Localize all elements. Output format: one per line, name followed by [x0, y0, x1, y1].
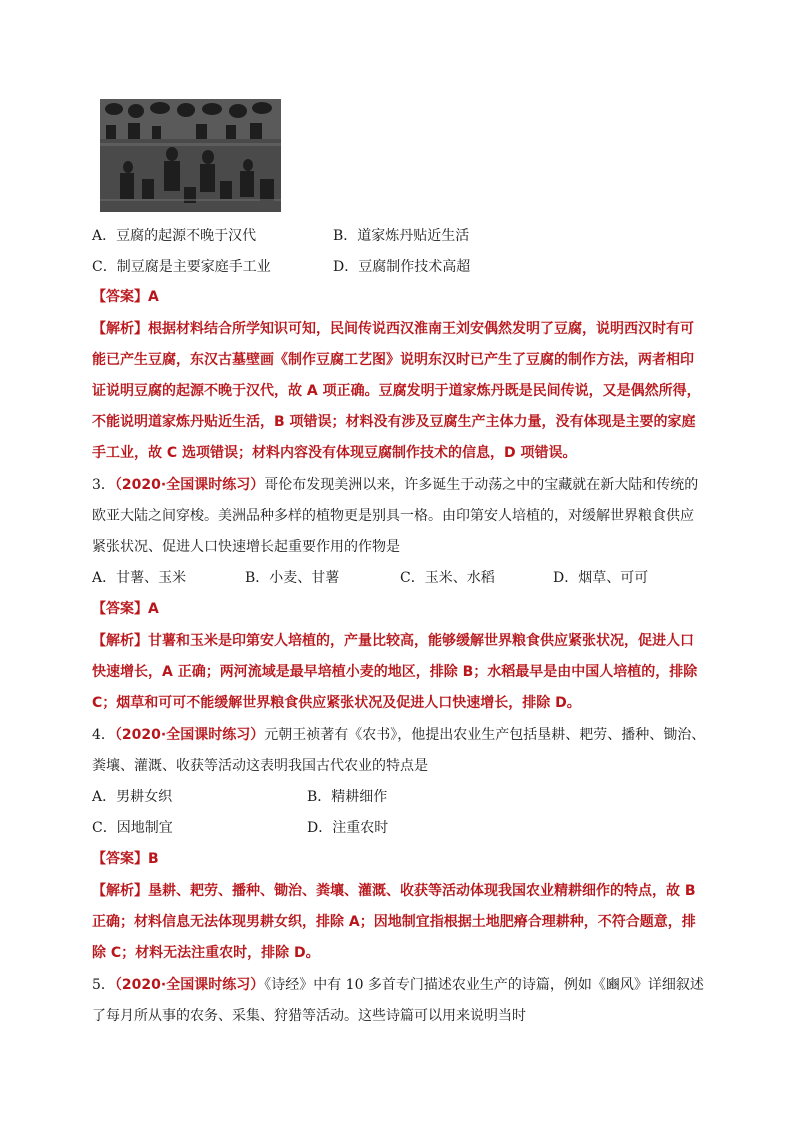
q2-analysis-line: 能已产生豆腐，东汉古墓壁画《制作豆腐工艺图》说明东汉时已产生了豆腐的制作方法，两者相印	[92, 352, 694, 368]
answer-value: B	[148, 851, 159, 867]
q2-analysis-line	[92, 320, 694, 338]
q3-analysis-line: 快速增长，A 正确；两河流域是最早培植小麦的地区，排除 B；水稻最早是由中国人培植的，排除	[92, 664, 698, 680]
q3-stem-line	[92, 476, 698, 494]
answer-value: A	[148, 289, 159, 305]
q4-option-a: A．男耕女织	[92, 789, 173, 805]
question-number: 4．	[92, 727, 115, 743]
analysis-text: 根据材料结合所学知识可知，民间传说西汉淮南王刘安偶然发明了豆腐，说明西汉时有可	[148, 321, 694, 337]
q5-stem-line: 了每月所从事的农务、采集、狩猎等活动。这些诗篇可以用来说明当时	[92, 1008, 526, 1024]
q4-stem-line	[92, 726, 705, 744]
question-number: 5．	[92, 977, 115, 993]
question-source: （2020·全国课时练习）	[114, 477, 265, 493]
q3-stem-line: 紧张状况、促进人口快速增长起重要作用的作物是	[92, 539, 400, 555]
analysis-label: 【解析】	[92, 633, 148, 649]
q4-stem-line: 粪壤、灌溉、收获等活动这表明我国古代农业的特点是	[92, 758, 428, 774]
q3-option-c: C．玉米、水稻	[400, 570, 495, 586]
q4-option-c: C．因地制宜	[92, 820, 173, 836]
q3-option-d: D．烟草、可可	[553, 570, 649, 586]
q3-analysis-line: C；烟草和可可不能缓解世界粮食供应紧张状况及促进人口快速增长，排除 D。	[92, 695, 581, 711]
question-text: 《诗经》中有 10 多首专门描述农业生产的诗篇，例如《豳风》详细叙述	[264, 977, 704, 993]
mural-image	[100, 99, 281, 212]
q4-analysis-line	[92, 882, 696, 900]
q2-option-b: B．道家炼丹贴近生活	[333, 228, 470, 244]
analysis-label: 【解析】	[92, 883, 148, 899]
analysis-text: 垦耕、耙劳、播种、锄治、粪壤、灌溉、收获等活动体现我国农业精耕细作的特点，故 B	[148, 883, 696, 899]
answer-label: 【答案】	[92, 289, 148, 305]
q4-option-b: B．精耕细作	[307, 789, 388, 805]
q4-analysis-line: 正确；材料信息无法体现男耕女织，排除 A；因地制宜指根据土地肥瘠合理耕种，不符合题意，排	[92, 914, 696, 930]
q2-analysis-line: 证说明豆腐的起源不晚于汉代，故 A 项正确。豆腐发明于道家炼丹既是民间传说，又是偶然所得，	[92, 383, 701, 399]
question-number: 3．	[92, 477, 115, 493]
question-text: 哥伦布发现美洲以来，许多诞生于动荡之中的宝藏就在新大陆和传统的	[264, 477, 699, 493]
q5-stem-line	[92, 976, 704, 994]
question-source: （2020·全国课时练习）	[114, 977, 265, 993]
answer-value: A	[148, 601, 159, 617]
question-source: （2020·全国课时练习）	[114, 727, 265, 743]
q4-analysis-line: 除 C；材料无法注重农时，排除 D。	[92, 945, 320, 961]
q2-option-a: A．豆腐的起源不晚于汉代	[92, 228, 257, 244]
q2-option-d: D．豆腐制作技术高超	[333, 259, 471, 275]
answer-label: 【答案】	[92, 601, 148, 617]
q2-answer	[92, 288, 159, 306]
q3-option-b: B．小麦、甘薯	[245, 570, 340, 586]
q4-answer	[92, 850, 159, 868]
question-text: 元朝王祯著有《农书》，他提出农业生产包括垦耕、耙劳、播种、锄治、	[264, 727, 706, 743]
answer-label: 【答案】	[92, 851, 148, 867]
q2-analysis-line: 手工业，故 C 选项错误；材料内容没有体现豆腐制作技术的信息，D 项错误。	[92, 445, 577, 461]
q3-analysis-line	[92, 632, 694, 650]
q3-answer	[92, 600, 159, 618]
q4-option-d: D．注重农时	[307, 820, 389, 836]
analysis-label: 【解析】	[92, 321, 148, 337]
q3-option-a: A．甘薯、玉米	[92, 570, 187, 586]
q3-stem-line: 欧亚大陆之间穿梭。美洲品种多样的植物更是别具一格。由印第安人培植的，对缓解世界粮食供应	[92, 508, 694, 524]
analysis-text: 甘薯和玉米是印第安人培植的，产量比较高，能够缓解世界粮食供应紧张状况，促进人口	[148, 633, 694, 649]
q2-option-c: C．制豆腐是主要家庭手工业	[92, 259, 271, 275]
q2-analysis-line: 不能说明道家炼丹贴近生活，B 项错误；材料没有涉及豆腐生产主体力量，没有体现是主要的家庭	[92, 414, 696, 430]
